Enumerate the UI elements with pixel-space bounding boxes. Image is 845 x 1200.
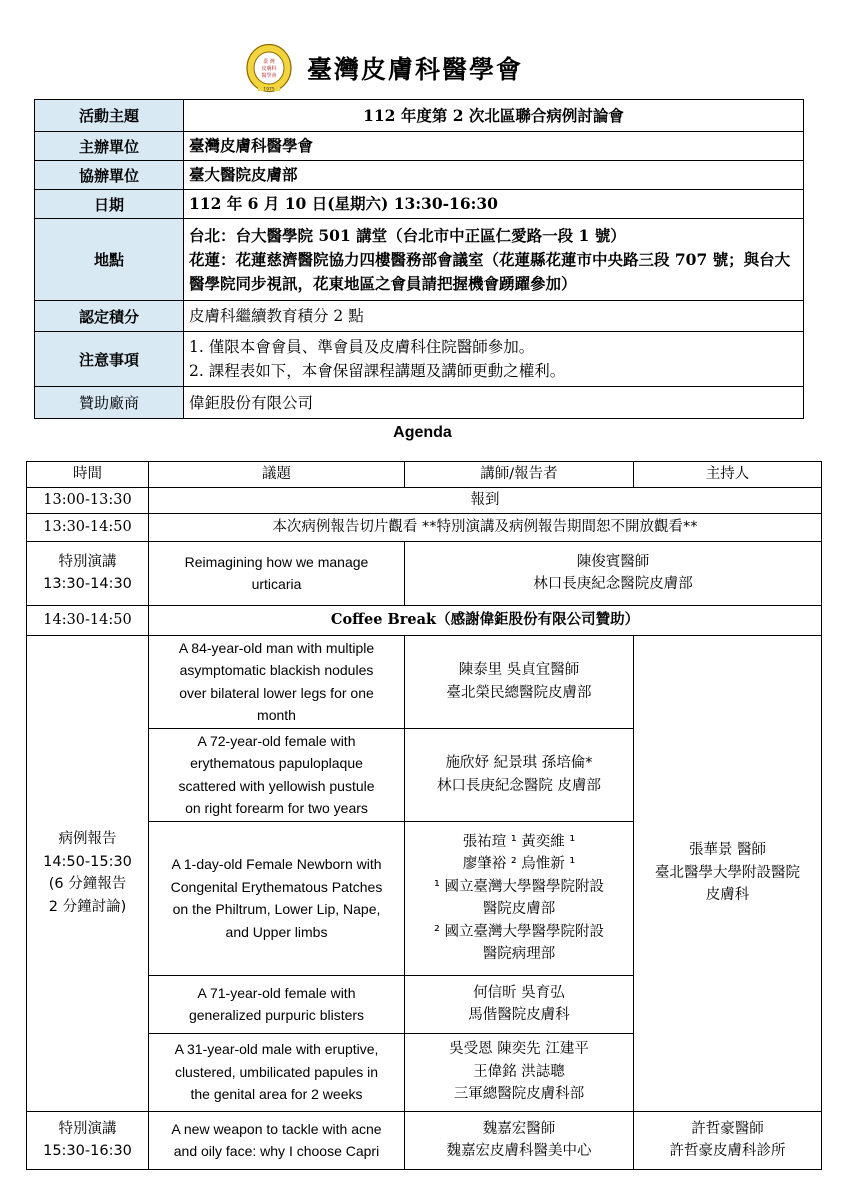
info-value-co-organizer: 臺大醫院皮膚部: [184, 161, 804, 190]
svg-text:醫學會: 醫學會: [261, 73, 277, 79]
lecture2-time: 特別演講 15:30-16:30: [27, 1111, 149, 1169]
coffee-break-text: Coffee Break（感謝偉鉅股份有限公司贊助）: [149, 605, 822, 635]
cases-moderator: 張華景 醫師 臺北醫學大學附設醫院 皮膚科: [634, 635, 822, 1111]
case-2-speaker: 施欣妤 紀景琪 孫培倫* 林口長庚紀念醫院 皮膚部: [405, 728, 634, 821]
svg-text:皮膚科: 皮膚科: [261, 66, 277, 72]
lecture1-topic: Reimagining how we manage urticaria: [149, 541, 405, 605]
info-value-organizer: 臺灣皮膚科醫學會: [184, 132, 804, 161]
info-value-credits: 皮膚科繼續教育積分 2 點: [184, 301, 804, 332]
info-label-notes: 注意事項: [35, 332, 184, 387]
lecture1-time: 特別演講 13:30-14:30: [27, 541, 149, 605]
info-label-date: 日期: [35, 190, 184, 219]
case-4-speaker: 何信昕 吳育弘 馬偕醫院皮膚科: [405, 975, 634, 1033]
info-label-sponsor: 贊助廠商: [35, 387, 184, 419]
agenda-title: Agenda: [393, 424, 452, 441]
info-value-sponsor: 偉鉅股份有限公司: [184, 387, 804, 419]
lecture2-moderator: 許哲豪醫師 許哲豪皮膚科診所: [634, 1111, 822, 1169]
header-speaker: 講師/報告者: [405, 462, 634, 488]
event-info-table: [34, 99, 804, 419]
registration-time: 13:00-13:30: [27, 488, 149, 514]
lecture2-topic: A new weapon to tackle with acne and oily face: why I choose Capri: [149, 1111, 405, 1169]
header-time: 時間: [27, 462, 149, 488]
organization-title: 臺灣皮膚科醫學會: [307, 55, 524, 84]
lecture1-speaker: 陳俊賓醫師 林口長庚紀念醫院皮膚部: [405, 541, 822, 605]
case-2-topic: A 72-year-old female with erythematous papuloplaque scattered with yellowish pustule on right forearm for two years: [149, 728, 405, 821]
info-label-co-organizer: 協辦單位: [35, 161, 184, 190]
info-value-location: 台北：台大醫學院 501 講堂（台北市中正區仁愛路一段 1 號） 花蓮：花蓮慈濟醫院協力四樓醫務部會議室（花蓮縣花蓮市中央路三段 707 號；與台大醫學院同步視訊，花東地區之會員請把握機會踴躍參加）: [184, 219, 804, 301]
case-1-speaker: 陳泰里 吳貞宜醫師 臺北榮民總醫院皮膚部: [405, 635, 634, 728]
info-label-theme: 活動主題: [35, 100, 184, 132]
viewing-time: 13:30-14:50: [27, 513, 149, 541]
case-3-speaker: 張祐瑄 ¹ 黃奕維 ¹ 廖肇裕 ² 烏惟新 ¹ ¹ 國立臺灣大學醫學院附設 醫院皮膚部 ² 國立臺灣大學醫學院附設 醫院病理部: [405, 821, 634, 975]
svg-text:1975: 1975: [263, 87, 275, 93]
viewing-text: 本次病例報告切片觀看 **特別演講及病例報告期間恕不開放觀看**: [149, 513, 822, 541]
case-5-speaker: 吳受恩 陳奕先 江建平 王偉銘 洪誌聰 三軍總醫院皮膚科部: [405, 1033, 634, 1111]
header-topic: 議題: [149, 462, 405, 488]
lecture2-speaker: 魏嘉宏醫師 魏嘉宏皮膚科醫美中心: [405, 1111, 634, 1169]
case-5-topic: A 31-year-old male with eruptive, clustered, umbilicated papules in the genital area for 2 weeks: [149, 1033, 405, 1111]
case-3-topic: A 1-day-old Female Newborn with Congenital Erythematous Patches on the Philtrum, Lower Lip, Nape, and Upper limbs: [149, 821, 405, 975]
association-logo: [245, 43, 293, 93]
registration-text: 報到: [149, 488, 822, 514]
info-label-location: 地點: [35, 219, 184, 301]
info-value-date: 112 年 6 月 10 日(星期六) 13:30-16:30: [184, 190, 804, 219]
info-value-notes: 1. 僅限本會會員、準會員及皮膚科住院醫師參加。 2. 課程表如下，本會保留課程講題及講師更動之權利。: [184, 332, 804, 387]
case-4-topic: A 71-year-old female with generalized purpuric blisters: [149, 975, 405, 1033]
case-1-topic: A 84-year-old man with multiple asymptomatic blackish nodules over bilateral lower legs for one month: [149, 635, 405, 728]
info-label-credits: 認定積分: [35, 301, 184, 332]
cases-time: 病例報告 14:50-15:30 (6 分鐘報告 2 分鐘討論): [27, 635, 149, 1111]
info-label-organizer: 主辦單位: [35, 132, 184, 161]
coffee-time: 14:30-14:50: [27, 605, 149, 635]
header: [245, 38, 523, 98]
agenda-table: [26, 461, 822, 1170]
svg-text:臺 灣: 臺 灣: [263, 59, 275, 65]
info-value-theme: 112 年度第 2 次北區聯合病例討論會: [184, 100, 804, 132]
header-moderator: 主持人: [634, 462, 822, 488]
